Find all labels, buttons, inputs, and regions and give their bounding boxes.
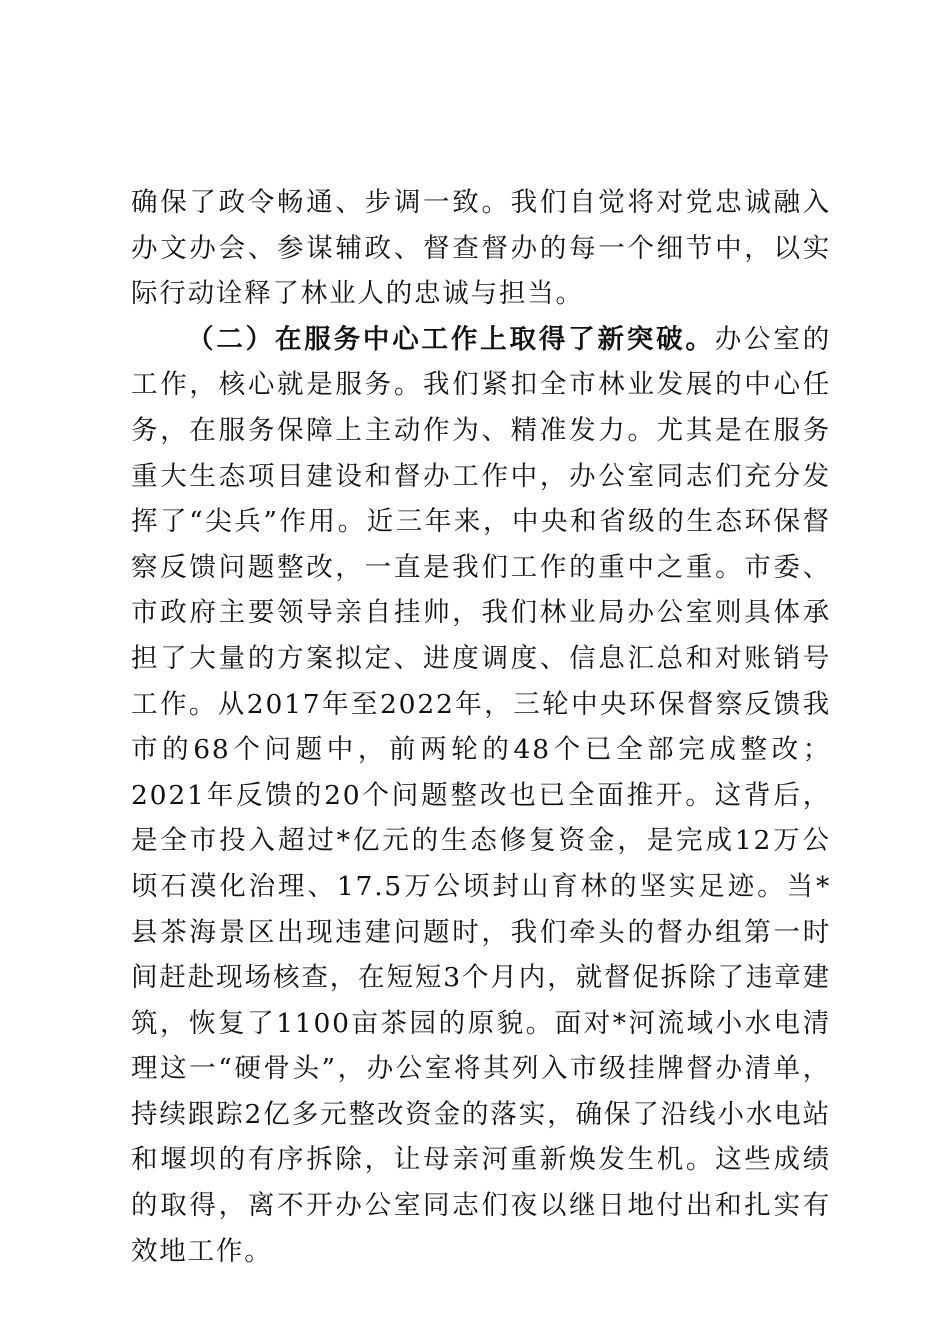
document-body [131,180,831,1274]
paragraph-section-two [131,317,831,1274]
paragraph-continuation [131,180,831,317]
paragraph-text: 办公室的工作，核心就是服务。我们紧扣全市林业发展的中心任务，在服务保障上主动作为、精准发力。尤其是在服务重大生态项目建设和督办工作中，办公室同志们充分发挥了“尖兵”作用。近三年来，中央和省级的生态环保督察反馈问题整改，一直是我们工作的重中之重。市委、市政府主要领导亲自挂帅，我们林业局办公室则具体承担了大量的方案拟定、进度调度、信息汇总和对账销号工作。从2017年至2022年，三轮中央环保督察反馈我市的68个问题中，前两轮的48个已全部完成整改；2021年反馈的20个问题整改也已全面推开。这背后，是全市投入超过*亿元的生态修复资金，是完成12万公顷石漠化治理、17.5万公顷封山育林的坚实足迹。当*县茶海景区出现违建问题时，我们牵头的督办组第一时间赶赴现场核查，在短短3个月内，就督促拆除了违章建筑，恢复了1100亩茶园的原貌。面对*河流域小水电清理这一“硬骨头”，办公室将其列入市级挂牌督办清单，持续跟踪2亿多元整改资金的落实，确保了沿线小水电站和堰坝的有序拆除，让母亲河重新焕发生机。这些成绩的取得，离不开办公室同志们夜以继日地付出和扎实有效地工作。 [131,323,831,1267]
section-heading: （二）在服务中心工作上取得了新突破。 [187,323,715,355]
paragraph-text: 确保了政令畅通、步调一致。我们自觉将对党忠诚融入办文办会、参谋辅政、督查督办的每一个细节中，以实际行动诠释了林业人的忠诚与担当。 [131,187,831,310]
